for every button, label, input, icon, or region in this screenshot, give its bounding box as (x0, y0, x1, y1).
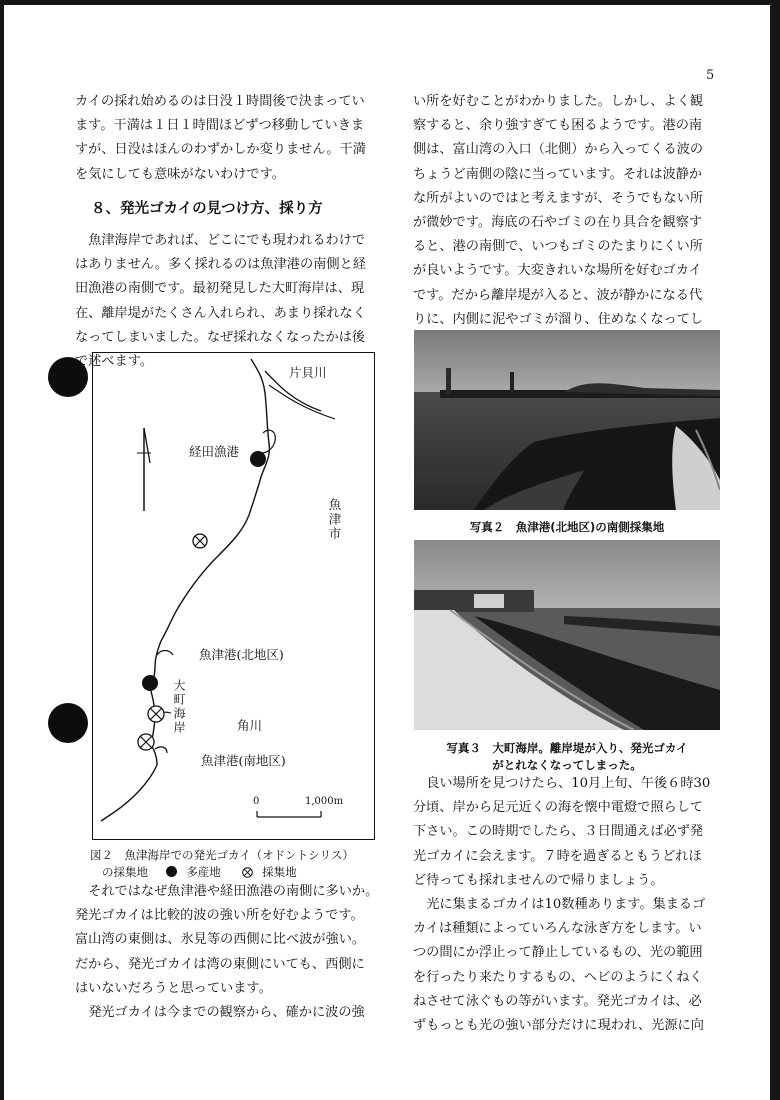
text-line: を気にしても意味がないわけです。 (75, 166, 285, 182)
text-line: つの間にか浮止って静止しているもの、光の範囲 (413, 945, 703, 961)
text-line: りに、内側に泥やゴミが溜り、住めなくなってし (413, 311, 704, 327)
caption-legend-line (90, 864, 390, 881)
scale-bar (257, 811, 321, 817)
text-line: 在、離岸堤がたくさん入れられ、あまり採れなく (75, 305, 366, 321)
text-line: カイは種類によっていろんな泳ぎ方をします。い (413, 921, 702, 937)
text-line: ずもっとも光の強い部分だけに現われ、光源に向 (413, 1018, 704, 1034)
text-line: い所を好むことがわかりました。しかし、よく観 (413, 94, 704, 109)
binder-hole-bottom (48, 703, 88, 743)
text-line: 田漁港の南側です。最初発見した大町海岸は、現 (75, 281, 365, 297)
map-label-omachi-coast: 大町海岸 (172, 679, 186, 735)
photo-3 (414, 540, 720, 730)
legend-abundant-label: 多産地 (186, 865, 221, 879)
text-line: すが、日没はほんのわずかしか変りません。干満 (75, 142, 366, 158)
text-line: 察すると、余り強すぎても困るようです。港の南 (413, 118, 703, 134)
text-line: なってしまいました。なぜ採れなくなったかは後 (75, 329, 366, 345)
text-line: が良いようです。大変きれいな場所を好むゴカイ (413, 263, 702, 279)
caption-line: 図２ 魚津海岸での発光ゴカイ（オドントシリス） (90, 848, 354, 862)
photo-2-caption: 写真２ 魚津港(北地区)の南側採集地 (469, 520, 665, 534)
north-arrow-icon (137, 428, 151, 511)
scale-label-distance: 1,000m (305, 796, 344, 807)
figure-2-caption (90, 847, 390, 881)
text-line: な所がよいのではと考えますが、そうでもない所 (413, 190, 704, 206)
legend-collection-label: 採集地 (262, 865, 297, 879)
map-label-uozu-port-south: 魚津港(南地区) (201, 753, 286, 768)
text-line: それではなぜ魚津港や経田漁港の南側に多いか。 (88, 884, 379, 899)
text-line: 発光ゴカイは比較的波の強い所を好むようです。 (75, 908, 364, 924)
text-line: ると、港の南側で、いつもゴミのたまりにくい所 (413, 239, 703, 255)
text-line: ど待っても採れませんので帰りましょう。 (413, 872, 664, 888)
uozu-north-breakwater (157, 651, 173, 656)
scan-edge-right (770, 0, 780, 1100)
text-line: です。だから離岸堤が入ると、波が静かになる代 (413, 287, 703, 303)
caption-line: 写真３ 大町海岸。離岸堤が入り、発光ゴカイ (446, 741, 688, 755)
abundant-site-marker (250, 451, 266, 467)
left-column-bottom (75, 880, 387, 1025)
map-label-kado-river: 角川 (237, 718, 263, 733)
scale-label-zero: 0 (253, 796, 260, 807)
page-number: 5 (706, 68, 715, 83)
text-line: 富山湾の東側は、氷見等の西側に比べ波が強い。 (75, 932, 366, 948)
text-line: を行ったり来たりするもの、ヘビのようにくねく (413, 969, 703, 985)
caption-line: がとれなくなってしまった。 (492, 758, 642, 772)
right-column-top (413, 90, 723, 356)
collection-site-marker (138, 734, 154, 750)
scan-edge-top (0, 0, 780, 5)
abundant-site-marker (142, 675, 158, 691)
text-line: ます。干満は１日１時間ほどずつ移動していきま (75, 118, 365, 134)
scan-edge-left (0, 0, 4, 1100)
map-label-katakai-river: 片貝川 (289, 365, 327, 380)
text-line: 発光ゴカイは今までの観察から、確かに波の強 (88, 1005, 365, 1021)
text-line: カイの採れ始めるのは日没１時間後で決まってい (75, 94, 365, 109)
left-column-top (75, 90, 387, 374)
filled-circle-icon (166, 866, 177, 877)
text-line: 光に集まるゴカイは10数種あります。集まるゴ (426, 897, 706, 913)
text-line: ねさせて泳ぐもの等がいます。発光ゴカイは、必 (413, 993, 702, 1009)
photo-3-caption (414, 740, 720, 774)
uozu-south-breakwater (155, 747, 167, 753)
text-line: が微妙です。海底の石やゴミの在り具合を観察す (413, 215, 703, 231)
photo-2-image (414, 330, 720, 510)
text-line: 良い場所を見つけたら、10月上旬、午後６時30 (426, 776, 711, 791)
text-line: で述べます。 (75, 354, 154, 370)
text-line: だから、発光ゴカイは湾の東側にいても、西側に (75, 956, 365, 972)
circle-x-icon (242, 867, 253, 878)
map-label-uozu-port-north: 魚津港(北地区) (199, 647, 284, 662)
map-label-uozu-city: 魚津市 (327, 498, 342, 542)
collection-site-marker (148, 706, 164, 722)
section-heading: ８、発光ゴカイの見つけ方、採り方 (91, 200, 323, 217)
collection-site-marker (193, 534, 207, 548)
text-line: はいないだろうと思っています。 (75, 980, 272, 996)
text-line: 下さい。この時期でしたら、３日間通えば必ず発 (413, 824, 704, 840)
text-line: ちょうど南側の陰に当っています。それは波静か (413, 166, 703, 182)
caption-line: の採集地 (102, 865, 148, 879)
text-line: 魚津海岸であれば、どこにでも現われるわけで (88, 233, 366, 249)
text-line: 光ゴカイに会えます。７時を過ぎるともうどれほ (413, 848, 702, 864)
photo-2 (414, 330, 720, 510)
figure-2-map (92, 352, 375, 840)
text-line: 分頃、岸から足元近くの海を懐中電燈で照らして (413, 800, 704, 816)
text-line: 側は、富山湾の入口（北側）から入ってくる波の (413, 142, 704, 158)
right-column-bottom (413, 772, 723, 1038)
map-label-kyoden-port: 経田漁港 (189, 444, 240, 459)
text-line: はありません。多く採れるのは魚津港の南側と経 (75, 257, 366, 273)
photo-3-image (414, 540, 720, 730)
